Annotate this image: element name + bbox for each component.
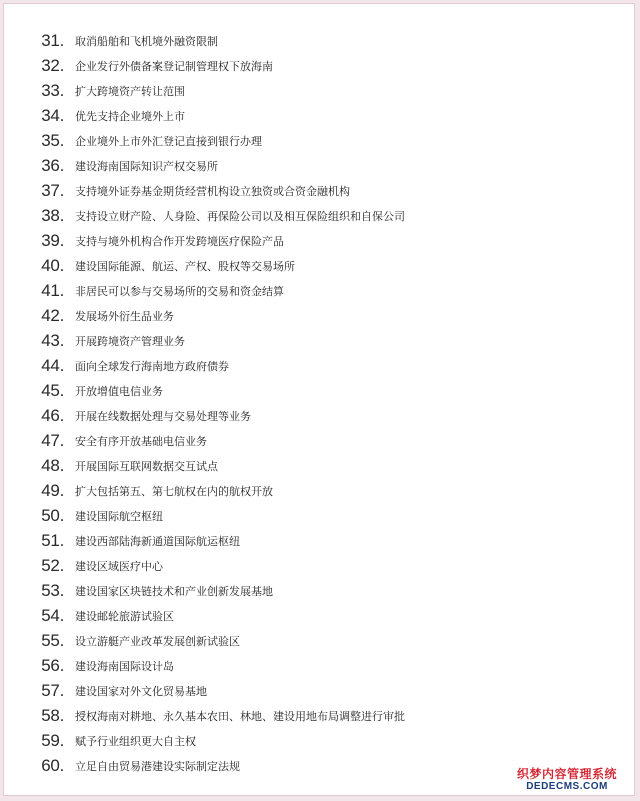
item-text: 赋予行业组织更大自主权 bbox=[75, 734, 196, 748]
policy-list bbox=[4, 28, 634, 778]
item-text: 开展在线数据处理与交易处理等业务 bbox=[75, 409, 251, 423]
item-text: 支持境外证券基金期货经营机构设立独资或合资金融机构 bbox=[75, 184, 350, 198]
list-item bbox=[4, 228, 634, 253]
list-item bbox=[4, 653, 634, 678]
list-item bbox=[4, 203, 634, 228]
list-item bbox=[4, 103, 634, 128]
item-text: 发展场外衍生品业务 bbox=[75, 309, 174, 323]
list-item bbox=[4, 553, 634, 578]
list-item bbox=[4, 303, 634, 328]
list-item bbox=[4, 603, 634, 628]
list-item bbox=[4, 628, 634, 653]
item-text: 建设海南国际设计岛 bbox=[75, 659, 174, 673]
item-text: 设立游艇产业改革发展创新试验区 bbox=[75, 634, 240, 648]
item-number: 58. bbox=[41, 705, 64, 725]
list-item bbox=[4, 53, 634, 78]
item-number: 38. bbox=[41, 205, 64, 225]
item-text: 优先支持企业境外上市 bbox=[75, 109, 185, 123]
list-item bbox=[4, 28, 634, 53]
item-number: 54. bbox=[41, 605, 64, 625]
list-item bbox=[4, 728, 634, 753]
list-item bbox=[4, 678, 634, 703]
item-number: 44. bbox=[41, 355, 64, 375]
item-number: 51. bbox=[41, 530, 64, 550]
list-item bbox=[4, 253, 634, 278]
item-number: 59. bbox=[41, 730, 64, 750]
item-number: 37. bbox=[41, 180, 64, 200]
item-number: 50. bbox=[41, 505, 64, 525]
item-text: 安全有序开放基础电信业务 bbox=[75, 434, 207, 448]
list-item bbox=[4, 703, 634, 728]
item-text: 建设国际能源、航运、产权、股权等交易场所 bbox=[75, 259, 295, 273]
list-item bbox=[4, 353, 634, 378]
item-number: 33. bbox=[41, 80, 64, 100]
list-item bbox=[4, 128, 634, 153]
item-number: 40. bbox=[41, 255, 64, 275]
list-item bbox=[4, 478, 634, 503]
item-number: 49. bbox=[41, 480, 64, 500]
item-text: 开展跨境资产管理业务 bbox=[75, 334, 185, 348]
item-number: 45. bbox=[41, 380, 64, 400]
item-text: 开展国际互联网数据交互试点 bbox=[75, 459, 218, 473]
item-text: 建设国家区块链技术和产业创新发展基地 bbox=[75, 584, 273, 598]
item-text: 取消船舶和飞机境外融资限制 bbox=[75, 34, 218, 48]
item-number: 48. bbox=[41, 455, 64, 475]
item-number: 56. bbox=[41, 655, 64, 675]
item-number: 31. bbox=[41, 30, 64, 50]
item-text: 支持设立财产险、人身险、再保险公司以及相互保险组织和自保公司 bbox=[75, 209, 405, 223]
item-text: 建设邮轮旅游试验区 bbox=[75, 609, 174, 623]
item-text: 建设国际航空枢纽 bbox=[75, 509, 163, 523]
item-number: 39. bbox=[41, 230, 64, 250]
list-item bbox=[4, 78, 634, 103]
watermark-cn: 织梦内容管理系统 bbox=[516, 767, 617, 781]
item-text: 建设西部陆海新通道国际航运枢纽 bbox=[75, 534, 240, 548]
list-item bbox=[4, 453, 634, 478]
list-item bbox=[4, 278, 634, 303]
item-text: 建设区域医疗中心 bbox=[75, 559, 163, 573]
item-number: 55. bbox=[41, 630, 64, 650]
list-item bbox=[4, 503, 634, 528]
list-item bbox=[4, 328, 634, 353]
item-number: 60. bbox=[41, 755, 64, 775]
item-number: 53. bbox=[41, 580, 64, 600]
item-text: 授权海南对耕地、永久基本农田、林地、建设用地布局调整进行审批 bbox=[75, 709, 405, 723]
item-text: 建设国家对外文化贸易基地 bbox=[75, 684, 207, 698]
item-number: 42. bbox=[41, 305, 64, 325]
list-item bbox=[4, 428, 634, 453]
item-number: 52. bbox=[41, 555, 64, 575]
item-text: 建设海南国际知识产权交易所 bbox=[75, 159, 218, 173]
item-text: 面向全球发行海南地方政府债券 bbox=[75, 359, 229, 373]
item-number: 46. bbox=[41, 405, 64, 425]
item-text: 支持与境外机构合作开发跨境医疗保险产品 bbox=[75, 234, 284, 248]
watermark-en: DEDECMS.COM bbox=[526, 781, 608, 792]
item-text: 扩大跨境资产转让范围 bbox=[75, 84, 185, 98]
list-item bbox=[4, 578, 634, 603]
item-number: 34. bbox=[41, 105, 64, 125]
item-number: 35. bbox=[41, 130, 64, 150]
item-number: 32. bbox=[41, 55, 64, 75]
item-text: 企业境外上市外汇登记直接到银行办理 bbox=[75, 134, 262, 148]
list-item bbox=[4, 153, 634, 178]
item-number: 36. bbox=[41, 155, 64, 175]
item-text: 立足自由贸易港建设实际制定法规 bbox=[75, 759, 240, 773]
watermark-logo bbox=[502, 767, 632, 793]
list-item bbox=[4, 528, 634, 553]
list-item bbox=[4, 403, 634, 428]
document-frame bbox=[3, 3, 635, 796]
item-text: 企业发行外债备案登记制管理权下放海南 bbox=[75, 59, 273, 73]
item-text: 扩大包括第五、第七航权在内的航权开放 bbox=[75, 484, 273, 498]
item-number: 47. bbox=[41, 430, 64, 450]
item-text: 开放增值电信业务 bbox=[75, 384, 163, 398]
item-text: 非居民可以参与交易场所的交易和资金结算 bbox=[75, 284, 284, 298]
list-item bbox=[4, 378, 634, 403]
list-item bbox=[4, 178, 634, 203]
item-number: 41. bbox=[41, 280, 64, 300]
item-number: 43. bbox=[41, 330, 64, 350]
item-number: 57. bbox=[41, 680, 64, 700]
